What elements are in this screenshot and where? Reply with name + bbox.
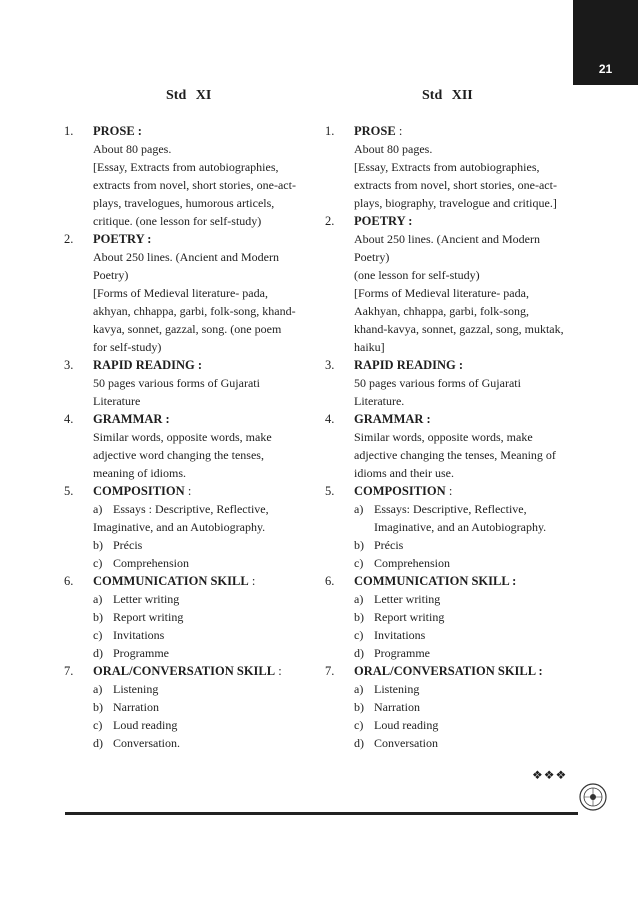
section-heading-text: RAPID READING : bbox=[93, 358, 203, 372]
section-heading bbox=[354, 410, 565, 428]
sub-item-letter: a) bbox=[354, 502, 364, 516]
sub-item-text: Invitations bbox=[374, 628, 426, 642]
sub-item bbox=[93, 680, 304, 698]
sub-item-letter: b) bbox=[354, 700, 364, 714]
page-number-tab bbox=[573, 0, 638, 85]
section-heading-text: GRAMMAR : bbox=[354, 412, 431, 426]
section-line: Literature bbox=[93, 394, 141, 408]
sub-item-text: Listening bbox=[374, 682, 420, 696]
section-line: About 80 pages. bbox=[93, 142, 172, 156]
sub-item-letter: b) bbox=[93, 700, 103, 714]
syllabus-section bbox=[325, 212, 565, 356]
section-line: Similar words, opposite words, make bbox=[93, 430, 272, 444]
sub-item-letter: d) bbox=[354, 646, 364, 660]
std-xi-column bbox=[64, 122, 304, 752]
std-xii-column bbox=[325, 122, 565, 752]
syllabus-section bbox=[325, 482, 565, 572]
sub-item-letter: d) bbox=[93, 736, 103, 750]
sub-item bbox=[93, 500, 304, 518]
section-line: plays, travelogues, humorous articels, bbox=[93, 196, 275, 210]
sub-item bbox=[354, 500, 565, 518]
section-line: idioms and their use. bbox=[354, 466, 454, 480]
sub-item bbox=[354, 734, 565, 752]
sub-item-text: Narration bbox=[374, 700, 420, 714]
sub-item-text: Letter writing bbox=[374, 592, 441, 606]
sub-item-text: Report writing bbox=[113, 610, 184, 624]
section-number: 1. bbox=[64, 124, 74, 138]
sub-item bbox=[354, 626, 565, 644]
section-line: Poetry) bbox=[354, 250, 390, 264]
sub-item bbox=[93, 554, 304, 572]
section-line: meaning of idioms. bbox=[93, 466, 186, 480]
section-line: adjective changing the tenses, Meaning of bbox=[354, 448, 556, 462]
section-heading-text: POETRY : bbox=[354, 214, 413, 228]
syllabus-section bbox=[64, 482, 304, 572]
section-number: 7. bbox=[64, 664, 74, 678]
section-line: khand-kavya, sonnet, gazzal, song, muktak, bbox=[354, 322, 564, 336]
section-line: Similar words, opposite words, make bbox=[354, 430, 533, 444]
sub-item-text: Programme bbox=[374, 646, 430, 660]
section-heading-text: POETRY : bbox=[93, 232, 152, 246]
section-line: plays, biography, travelogue and critique.] bbox=[354, 196, 557, 210]
section-heading-colon: : bbox=[248, 574, 256, 588]
sub-item bbox=[354, 536, 565, 554]
sub-item-letter: c) bbox=[354, 628, 364, 642]
section-line: haiku] bbox=[354, 340, 385, 354]
section-line: [Forms of Medieval literature- pada, bbox=[93, 286, 268, 300]
sub-item bbox=[93, 518, 304, 536]
section-number: 4. bbox=[64, 412, 74, 426]
section-number: 7. bbox=[325, 664, 335, 678]
sub-item bbox=[93, 698, 304, 716]
section-number: 3. bbox=[325, 358, 335, 372]
syllabus-section bbox=[325, 572, 565, 662]
sub-item bbox=[354, 554, 565, 572]
section-heading-text: PROSE : bbox=[93, 124, 142, 138]
sub-item bbox=[93, 644, 304, 662]
section-line: Poetry) bbox=[93, 268, 129, 282]
sub-item-letter: b) bbox=[354, 610, 364, 624]
sub-item-text: Letter writing bbox=[113, 592, 180, 606]
syllabus-section bbox=[325, 410, 565, 482]
section-line: 50 pages various forms of Gujarati bbox=[93, 376, 260, 390]
sub-item-text: Comprehension bbox=[113, 556, 189, 570]
sub-item bbox=[354, 716, 565, 734]
section-heading-colon: : bbox=[445, 484, 453, 498]
syllabus-section bbox=[325, 662, 565, 752]
sub-item bbox=[354, 590, 565, 608]
section-number: 5. bbox=[64, 484, 74, 498]
section-heading bbox=[354, 356, 565, 374]
sub-item-letter: a) bbox=[93, 592, 103, 606]
section-line: [Forms of Medieval literature- pada, bbox=[354, 286, 529, 300]
section-heading bbox=[354, 482, 565, 500]
section-number: 4. bbox=[325, 412, 335, 426]
sub-item-letter: a) bbox=[93, 682, 103, 696]
sub-item-text: Programme bbox=[113, 646, 169, 660]
section-heading bbox=[354, 122, 565, 140]
section-number: 3. bbox=[64, 358, 74, 372]
section-heading bbox=[93, 410, 304, 428]
section-heading bbox=[354, 572, 565, 590]
sub-item-letter: c) bbox=[354, 556, 364, 570]
sub-item bbox=[354, 680, 565, 698]
section-heading-text: COMMUNICATION SKILL : bbox=[354, 574, 517, 588]
sub-item-letter: b) bbox=[93, 610, 103, 624]
sub-item-letter: c) bbox=[93, 628, 103, 642]
sub-item-letter: a) bbox=[93, 502, 103, 516]
sub-item bbox=[354, 644, 565, 662]
section-heading-colon: : bbox=[395, 124, 403, 138]
section-line: [Essay, Extracts from autobiographies, bbox=[93, 160, 279, 174]
sub-item-letter: a) bbox=[354, 682, 364, 696]
sub-item-letter: c) bbox=[93, 556, 103, 570]
sub-item bbox=[93, 734, 304, 752]
section-heading-colon: : bbox=[275, 664, 282, 678]
section-line: for self-study) bbox=[93, 340, 162, 354]
sub-item-letter: c) bbox=[354, 718, 364, 732]
sub-item-text: Loud reading bbox=[374, 718, 439, 732]
sub-item-text: Conversation bbox=[374, 736, 438, 750]
section-line: About 250 lines. (Ancient and Modern bbox=[354, 232, 540, 246]
syllabus-section bbox=[325, 122, 565, 212]
section-heading bbox=[93, 356, 304, 374]
sub-item-text: Report writing bbox=[374, 610, 445, 624]
page-number: 21 bbox=[598, 62, 613, 76]
section-heading bbox=[93, 122, 304, 140]
syllabus-section bbox=[64, 230, 304, 356]
syllabus-section bbox=[64, 572, 304, 662]
end-mark: ❖❖❖ bbox=[532, 768, 568, 782]
sub-item bbox=[354, 698, 565, 716]
section-line: (one lesson for self-study) bbox=[354, 268, 480, 282]
section-line: [Essay, Extracts from autobiographies, bbox=[354, 160, 540, 174]
sub-item-text: Narration bbox=[113, 700, 159, 714]
sub-item-text: Listening bbox=[113, 682, 159, 696]
syllabus-section bbox=[64, 122, 304, 230]
section-heading bbox=[354, 212, 565, 230]
section-heading bbox=[354, 662, 565, 680]
board-emblem-icon bbox=[578, 782, 608, 812]
section-heading bbox=[93, 572, 304, 590]
section-heading-text: COMPOSITION bbox=[354, 484, 446, 498]
section-line: critique. (one lesson for self-study) bbox=[93, 214, 262, 228]
section-heading bbox=[93, 482, 304, 500]
section-heading-text: ORAL/CONVERSATION SKILL : bbox=[354, 664, 543, 678]
syllabus-section bbox=[325, 356, 565, 410]
sub-item bbox=[93, 716, 304, 734]
sub-item-letter: d) bbox=[93, 646, 103, 660]
section-heading-text: ORAL/CONVERSATION SKILL bbox=[93, 664, 276, 678]
section-number: 6. bbox=[325, 574, 335, 588]
section-number: 2. bbox=[325, 214, 335, 228]
sub-item bbox=[354, 608, 565, 626]
sub-item bbox=[93, 626, 304, 644]
sub-item-text: Imaginative, and an Autobiography. bbox=[374, 520, 547, 534]
section-number: 6. bbox=[64, 574, 74, 588]
syllabus-section bbox=[64, 662, 304, 752]
section-number: 5. bbox=[325, 484, 335, 498]
section-number: 2. bbox=[64, 232, 74, 246]
section-line: Aakhyan, chhappa, garbi, folk-song, bbox=[354, 304, 529, 318]
section-line: Literature. bbox=[354, 394, 405, 408]
sub-item-text: Précis bbox=[113, 538, 143, 552]
section-line: About 250 lines. (Ancient and Modern bbox=[93, 250, 279, 264]
sub-item-letter bbox=[354, 518, 374, 536]
sub-item bbox=[93, 536, 304, 554]
sub-item bbox=[354, 518, 565, 536]
sub-item-letter: b) bbox=[93, 538, 103, 552]
sub-item-text: Essays: Descriptive, Reflective, bbox=[374, 502, 527, 516]
sub-item-text: Invitations bbox=[113, 628, 165, 642]
std-xi-title: Std XI bbox=[166, 88, 212, 103]
section-heading-text: COMPOSITION bbox=[93, 484, 185, 498]
sub-item-text: Imaginative, and an Autobiography. bbox=[93, 520, 266, 534]
section-number: 1. bbox=[325, 124, 335, 138]
sub-item-text: Conversation. bbox=[113, 736, 180, 750]
section-heading-colon: : bbox=[184, 484, 192, 498]
section-line: kavya, sonnet, gazzal, song. (one poem bbox=[93, 322, 282, 336]
section-line: extracts from novel, short stories, one-act- bbox=[93, 178, 296, 192]
section-heading bbox=[93, 662, 304, 680]
section-heading-text: RAPID READING : bbox=[354, 358, 464, 372]
sub-item-letter: a) bbox=[354, 592, 364, 606]
syllabus-section bbox=[64, 356, 304, 410]
section-line: 50 pages various forms of Gujarati bbox=[354, 376, 521, 390]
section-heading-text: COMMUNICATION SKILL bbox=[93, 574, 249, 588]
section-heading-text: GRAMMAR : bbox=[93, 412, 170, 426]
sub-item-text: Précis bbox=[374, 538, 404, 552]
sub-item-text: Comprehension bbox=[374, 556, 450, 570]
sub-item-text: Loud reading bbox=[113, 718, 178, 732]
section-line: extracts from novel, short stories, one-act- bbox=[354, 178, 557, 192]
sub-item-letter: d) bbox=[354, 736, 364, 750]
sub-item-letter: c) bbox=[93, 718, 103, 732]
section-heading bbox=[93, 230, 304, 248]
bottom-rule bbox=[65, 812, 578, 815]
section-line: About 80 pages. bbox=[354, 142, 433, 156]
section-line: adjective word changing the tenses, bbox=[93, 448, 264, 462]
section-heading-text: PROSE bbox=[354, 124, 396, 138]
sub-item-letter: b) bbox=[354, 538, 364, 552]
section-line: akhyan, chhappa, garbi, folk-song, khand- bbox=[93, 304, 296, 318]
std-xii-title: Std XII bbox=[422, 88, 473, 103]
sub-item bbox=[93, 608, 304, 626]
sub-item bbox=[93, 590, 304, 608]
syllabus-section bbox=[64, 410, 304, 482]
sub-item-text: Essays : Descriptive, Reflective, bbox=[113, 502, 269, 516]
